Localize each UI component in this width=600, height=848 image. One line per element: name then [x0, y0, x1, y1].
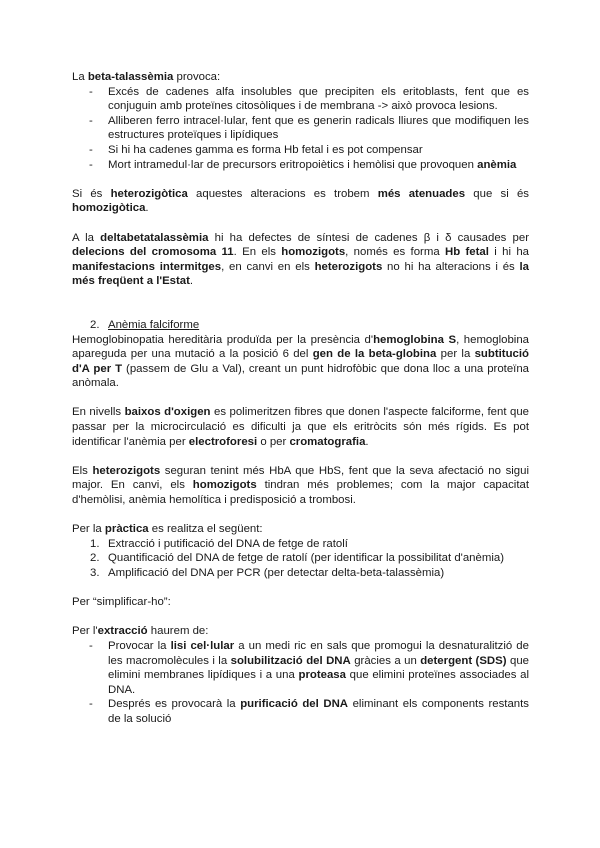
bold-text: purificació del DNA: [240, 698, 349, 711]
bold-text: hemoglobina S: [373, 333, 457, 346]
text-run: Mort intramedul·lar de precursors eritropoiètics i hemòlisi que provoquen: [108, 158, 478, 171]
list-item: [72, 697, 529, 726]
text-run: gràcies a un: [350, 654, 421, 667]
text-run: (passem de Glu a Val), creant un punt hidrofòbic que dona lloc a una proteïna anòmala.: [72, 362, 530, 390]
text-run: Hemoglobinopatia hereditària produïda per la presència d': [72, 333, 374, 346]
text-run: haurem de:: [147, 625, 209, 638]
bold-text: heterozigots: [314, 260, 383, 273]
section-heading-sickle-cell: 2. Anèmia falciforme: [90, 318, 200, 331]
text-run: , només es forma: [345, 246, 445, 259]
extraction-intro: [72, 624, 529, 639]
bold-text: proteasa: [298, 669, 346, 682]
list-item: [72, 158, 529, 173]
list-item: 3. Amplificació del DNA per PCR (per detectar delta-beta-talassèmia): [90, 567, 445, 579]
simplify-line: Per “simplificar-ho”:: [72, 596, 171, 609]
text-run: A la: [72, 231, 101, 244]
practice-steps-list: [72, 537, 529, 581]
bold-text: anèmia: [477, 158, 517, 171]
document-page: [72, 70, 529, 727]
low-oxygen-paragraph: [72, 405, 529, 449]
text-run: Si hi ha cadenes gamma es forma Hb fetal i es pot compensar: [108, 143, 423, 156]
list-item: [72, 143, 529, 158]
text-run: Per l': [72, 625, 98, 638]
text-run: tindran més problemes; com la major capacitat d'hemòlisi, anèmia hemolítica i predisposició a trombosi.: [72, 479, 529, 507]
text-run: i hi ha: [488, 246, 529, 259]
bold-text: pràctica: [104, 523, 149, 536]
sickle-cell-paragraph: [72, 333, 529, 391]
text-run: Excés de cadenes alfa insolubles que precipiten els eritoblasts, fent que es conjuguin amb proteïnes citosòliques i de membrana -> això provoca lesions.: [108, 85, 529, 113]
text-run: En nivells: [72, 406, 125, 419]
text-run: .: [365, 435, 369, 448]
extraction-steps-list: [72, 639, 529, 727]
text-run: Si és: [72, 187, 111, 200]
bold-text: deltabetatalassèmia: [100, 231, 209, 244]
bold-text: homozigots: [192, 479, 257, 492]
text-run: a un medi ric en sals que promogui la desnaturalitzió de les macromolècules i la: [108, 639, 529, 667]
deltabeta-paragraph: [72, 231, 529, 289]
bold-text: delecions del cromosoma 11: [72, 246, 234, 259]
text-run: hi ha defectes de síntesi de cadenes β i δ causades per: [208, 231, 529, 244]
practice-intro: [72, 522, 529, 537]
bold-text: extracció: [97, 625, 148, 638]
bold-text: baixos d'oxigen: [124, 406, 211, 419]
bold-text: detergent (SDS): [420, 654, 507, 667]
text-run: seguran tenint més HbA que HbS, fent que la seva afectació no sigui major. En canvi, els: [72, 464, 529, 492]
heterozygous-paragraph: [72, 187, 529, 216]
list-item: [72, 85, 529, 114]
list-item: 2. Quantificació del DNA de fetge de ratolí (per identificar la possibilitat d'anèmia): [90, 552, 504, 565]
text-run: .: [145, 202, 149, 215]
bold-text: subtitució d'A per T: [72, 348, 530, 375]
text-run: que si és: [465, 187, 529, 200]
text-run: eliminant els components restants de la solució: [108, 698, 529, 725]
bold-text: cromatografia: [289, 435, 366, 448]
bold-text: homozigots: [281, 246, 346, 259]
bold-text: gen de la beta-globina: [312, 348, 437, 361]
bold-text: més atenuades: [377, 187, 466, 200]
text-run: que elimini proteïnes associades al DNA.: [108, 669, 529, 696]
beta-effects-list: [72, 85, 529, 173]
list-item: 1. Extracció i putificació del DNA de fetge de ratolí: [90, 537, 348, 550]
text-run: aquestes alteracions es trobem: [187, 187, 378, 200]
text-run: .: [189, 275, 194, 288]
text-run: . En els: [233, 246, 282, 259]
text-run: , hemoglobina apareguda per una mutació a la posició 6 del: [72, 333, 530, 361]
bold-text: heterozigots: [92, 464, 161, 477]
hbs-paragraph: [72, 464, 529, 508]
bold-text: manifestacions intermitges: [72, 260, 222, 273]
text-run: Alliberen ferro intracel·lular, fent que es generin radicals lliures que modifiquen les estructures proteïques i lipídiques: [108, 114, 529, 142]
bold-text: lisi cel·lular: [170, 639, 235, 652]
text-run: es realitza el següent:: [148, 523, 263, 536]
text-run: , en canvi en els: [221, 260, 315, 273]
bold-text: solubilització del DNA: [230, 654, 351, 667]
bold-text: la més freqüent a l'Estat: [72, 260, 529, 288]
text-run: o per: [257, 435, 290, 448]
text-run: Després es provocarà la: [108, 698, 241, 711]
bold-text: electroforesi: [188, 435, 258, 448]
list-item: [72, 114, 529, 143]
text-run: Els: [72, 464, 93, 477]
text-run: no hi ha alteracions i és: [382, 260, 520, 273]
beta-thalassemia-intro: La beta-talassèmia provoca:: [72, 71, 221, 83]
bold-text: homozigòtica: [72, 202, 146, 215]
text-run: Provocar la: [108, 639, 171, 652]
text-run: Per la: [72, 523, 105, 536]
text-run: per la: [436, 348, 475, 361]
bold-text: Hb fetal: [445, 246, 489, 259]
list-item: [72, 639, 529, 697]
bold-text: heterozigòtica: [110, 187, 188, 200]
text-run: es polimeritzen fibres que donen l'aspecte falciforme, fent que passar per la microcirculació es dificulti ja que els eritròcits són més rígids. Es pot identificar l'anèmia per: [72, 406, 529, 448]
text-run: que elimini membranes lipídiques i a una: [108, 654, 529, 682]
